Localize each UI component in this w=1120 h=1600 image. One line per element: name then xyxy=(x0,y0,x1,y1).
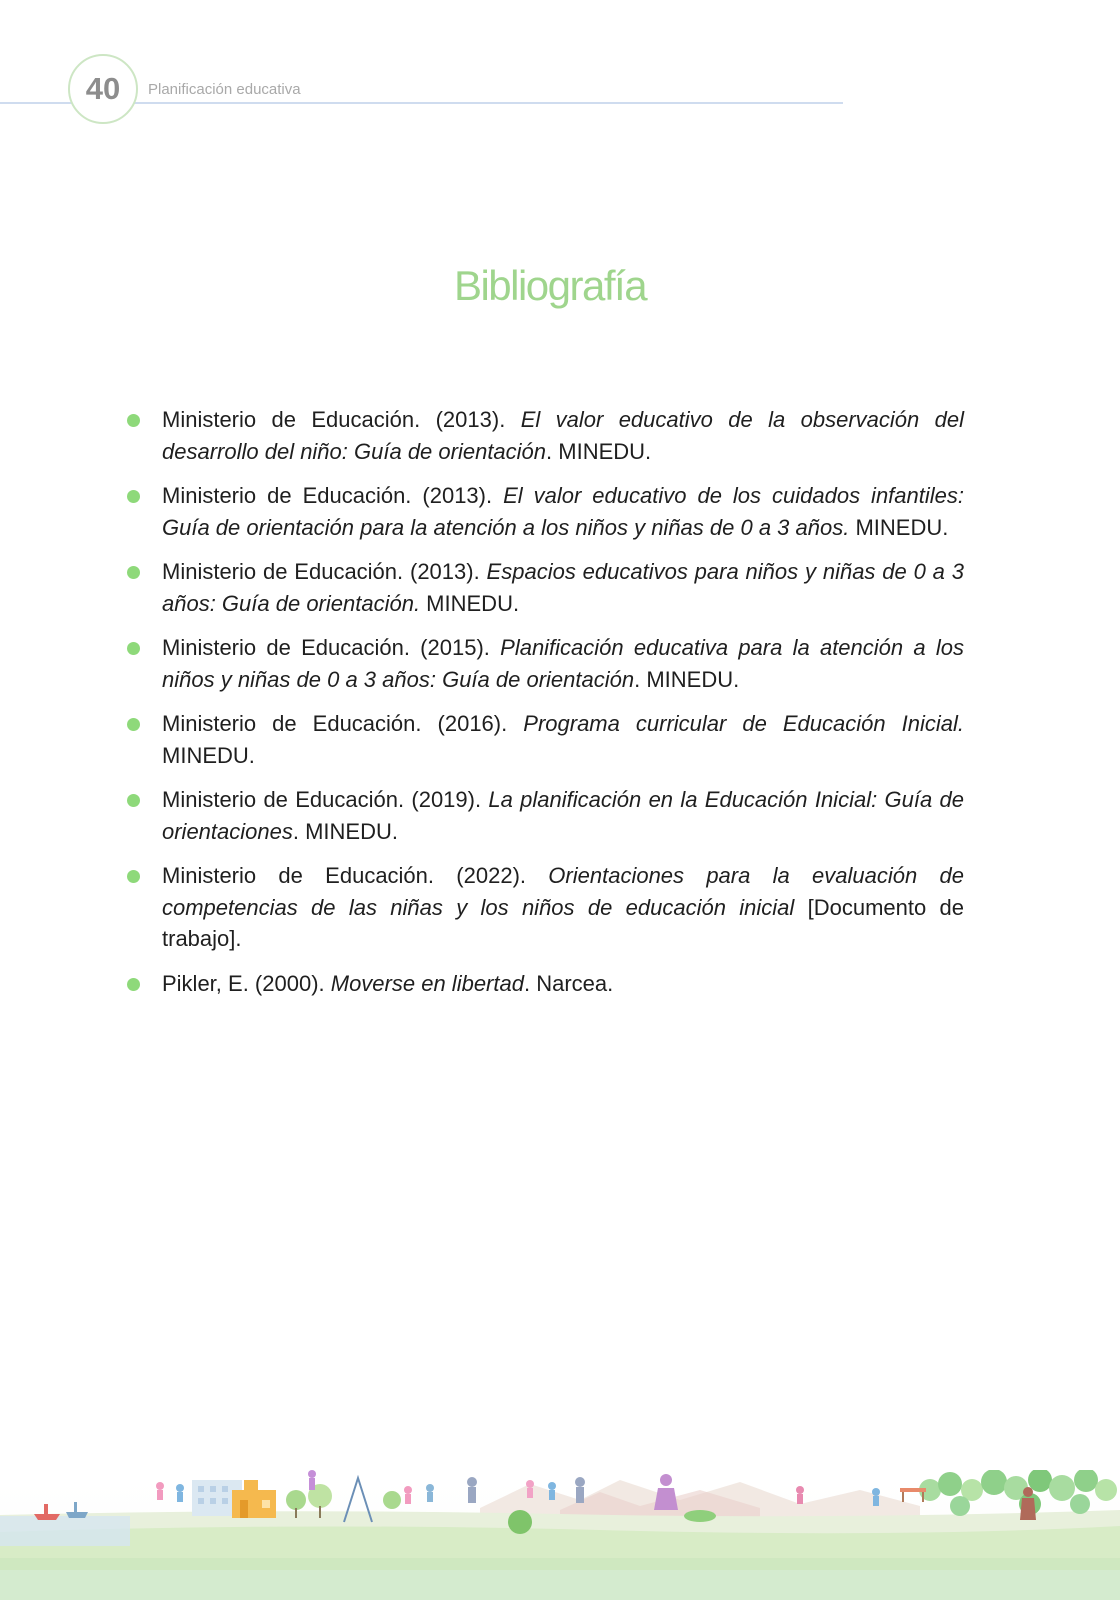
reference-publisher: MINEDU. xyxy=(420,590,520,616)
reference-title: Planificación educativa para la atención a los niños y niñas de 0 a 3 años: Guía de orientación xyxy=(162,635,964,692)
reference-title: El valor educativo de los cuidados infantiles: Guía de orientación para la atención a los niños y niñas de 0 a 3 años. xyxy=(162,483,964,540)
reference-publisher: . MINEDU. xyxy=(634,666,740,692)
list-item xyxy=(0,708,964,771)
reference-title: Espacios educativos para niños y niñas de 0 a 3 años: Guía de orientación. xyxy=(162,559,964,616)
reference-author: Ministerio de Educación. (2016). xyxy=(162,711,524,736)
reference-publisher: MINEDU. xyxy=(162,742,255,768)
bullet-icon xyxy=(127,490,140,503)
list-item xyxy=(0,556,964,619)
bullet-icon xyxy=(127,794,140,807)
reference-author: Ministerio de Educación. (2013). xyxy=(162,407,521,432)
bullet-icon xyxy=(127,718,140,731)
reference-author: Ministerio de Educación. (2015). xyxy=(162,635,501,660)
page-title: Bibliografía xyxy=(453,262,647,309)
reference-publisher: . MINEDU. xyxy=(546,438,652,464)
bullet-icon xyxy=(127,870,140,883)
list-item xyxy=(0,968,964,1000)
reference-author: Ministerio de Educación. (2013). xyxy=(162,559,487,584)
list-item xyxy=(0,480,964,543)
reference-author: Ministerio de Educación. (2013). xyxy=(162,483,504,508)
reference-title: Orientaciones para la evaluación de competencias de las niñas y los niños de educación inicial xyxy=(162,863,964,920)
bullet-icon xyxy=(127,414,140,427)
reference-publisher: . MINEDU. xyxy=(292,818,398,844)
reference-title: El valor educativo de la observación del desarrollo del niño: Guía de orientación xyxy=(162,407,964,464)
list-item xyxy=(0,860,964,955)
list-item xyxy=(0,784,964,847)
reference-publisher: MINEDU. xyxy=(849,514,949,540)
bullet-icon xyxy=(127,642,140,655)
running-title: Planificación educativa xyxy=(148,81,301,98)
bullet-icon xyxy=(127,978,140,991)
landscape-illustration xyxy=(0,1470,1120,1600)
list-item xyxy=(0,632,964,695)
reference-publisher: [Documento de trabajo]. xyxy=(162,894,964,951)
reference-author: Pikler, E. (2000). xyxy=(162,970,331,996)
reference-title: Programa curricular de Educación Inicial. xyxy=(523,711,964,736)
reference-title: Moverse en libertad xyxy=(330,970,524,996)
reference-author: Ministerio de Educación. (2019). xyxy=(162,787,489,812)
page-number: 40 xyxy=(68,54,138,124)
list-item xyxy=(0,404,964,467)
bibliography-list xyxy=(0,404,1120,1012)
reference-title: La planificación en la Educación Inicial: Guía de orientaciones xyxy=(162,787,964,844)
bullet-icon xyxy=(127,566,140,579)
reference-publisher: . Narcea. xyxy=(523,970,614,996)
reference-author: Ministerio de Educación. (2022). xyxy=(162,863,549,888)
